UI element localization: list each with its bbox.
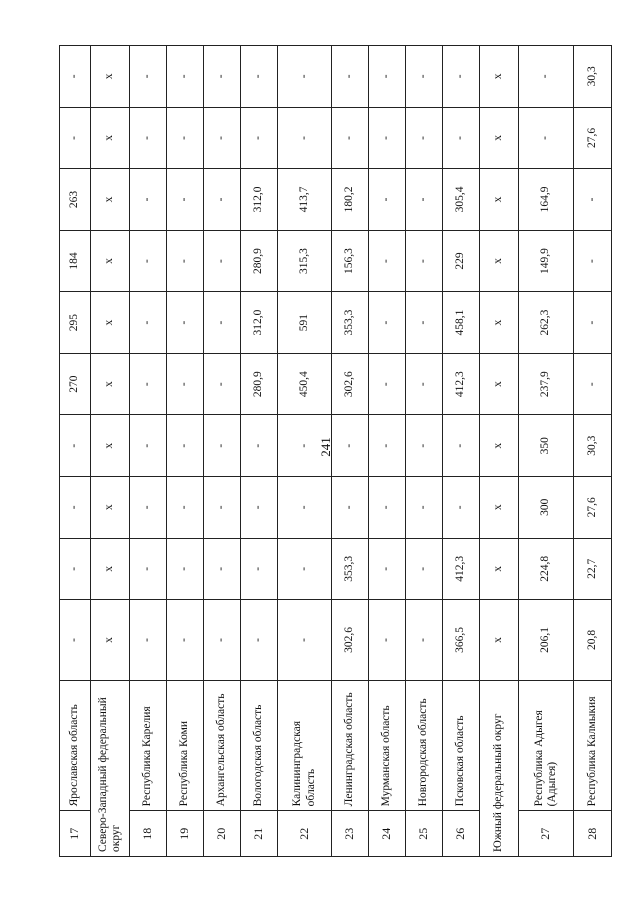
table-cell: -	[241, 107, 278, 169]
rotated-table-wrapper	[59, 45, 608, 857]
table-cell: -	[369, 169, 406, 231]
district-name: Южный федеральный округ	[480, 680, 519, 856]
table-cell: -	[369, 107, 406, 169]
table-cell: -	[369, 538, 406, 600]
table-cell: 184	[60, 230, 91, 292]
table-row	[519, 46, 574, 857]
table-cell: 262,3	[519, 292, 574, 354]
table-cell: -	[130, 353, 167, 415]
table-cell: x	[91, 292, 130, 354]
table-row	[130, 46, 167, 857]
row-number: 25	[406, 811, 443, 857]
table-cell: -	[130, 538, 167, 600]
table-cell: -	[241, 46, 278, 108]
table-cell: -	[167, 600, 204, 681]
table-row	[443, 46, 480, 857]
table-cell: -	[332, 107, 369, 169]
table-cell: 315,3	[278, 230, 332, 292]
table-cell: -	[167, 107, 204, 169]
table-cell: -	[406, 46, 443, 108]
table-cell: -	[130, 415, 167, 477]
table-cell: 229	[443, 230, 480, 292]
table-cell: -	[204, 477, 241, 539]
table-cell: 591	[278, 292, 332, 354]
table-cell: x	[480, 600, 519, 681]
row-number: 19	[167, 811, 204, 857]
table-cell: -	[443, 46, 480, 108]
table-cell: 450,4	[278, 353, 332, 415]
table-cell: -	[130, 230, 167, 292]
district-row	[91, 46, 130, 857]
table-cell: 27,6	[574, 107, 612, 169]
table-cell: 270	[60, 353, 91, 415]
table-cell: x	[91, 230, 130, 292]
data-table	[59, 45, 612, 857]
row-number: 27	[519, 811, 574, 857]
table-cell: x	[480, 477, 519, 539]
table-cell: 180,2	[332, 169, 369, 231]
table-cell: 30,3	[574, 415, 612, 477]
table-cell: 206,1	[519, 600, 574, 681]
table-cell: 353,3	[332, 292, 369, 354]
table-cell: -	[60, 415, 91, 477]
table-cell: -	[443, 477, 480, 539]
region-name: Ярославская область	[60, 680, 91, 811]
table-cell: 164,9	[519, 169, 574, 231]
table-body	[60, 46, 612, 857]
table-cell: -	[406, 292, 443, 354]
table-cell: -	[241, 477, 278, 539]
table-cell: -	[278, 600, 332, 681]
table-cell: -	[369, 477, 406, 539]
table-cell: x	[480, 230, 519, 292]
region-name: Мурманская область	[369, 680, 406, 811]
table-cell: -	[574, 292, 612, 354]
table-cell: 22,7	[574, 538, 612, 600]
region-name: Архангельская область	[204, 680, 241, 811]
table-cell: -	[443, 107, 480, 169]
table-cell: -	[204, 600, 241, 681]
table-cell: x	[91, 477, 130, 539]
table-cell: x	[480, 169, 519, 231]
table-cell: 412,3	[443, 353, 480, 415]
region-name: Калининградская область	[278, 680, 332, 811]
table-cell: 295	[60, 292, 91, 354]
table-cell: 149,9	[519, 230, 574, 292]
table-cell: -	[60, 538, 91, 600]
table-cell: 27,6	[574, 477, 612, 539]
table-cell: -	[130, 292, 167, 354]
table-cell: -	[406, 107, 443, 169]
table-cell: -	[369, 46, 406, 108]
table-cell: -	[204, 169, 241, 231]
region-name: Республика Коми	[167, 680, 204, 811]
table-cell: -	[369, 415, 406, 477]
table-cell: 350	[519, 415, 574, 477]
row-number: 23	[332, 811, 369, 857]
table-cell: -	[519, 46, 574, 108]
table-row	[241, 46, 278, 857]
table-cell: -	[406, 600, 443, 681]
row-number: 26	[443, 811, 480, 857]
table-cell: x	[91, 169, 130, 231]
table-cell: -	[130, 46, 167, 108]
table-cell: x	[480, 415, 519, 477]
table-cell: -	[204, 292, 241, 354]
table-cell: 300	[519, 477, 574, 539]
table-cell: -	[369, 353, 406, 415]
row-number: 21	[241, 811, 278, 857]
table-cell: -	[167, 353, 204, 415]
table-row	[332, 46, 369, 857]
region-name: Республика Калмыкия	[574, 680, 612, 811]
table-cell: -	[167, 169, 204, 231]
table-cell: -	[278, 538, 332, 600]
row-number: 18	[130, 811, 167, 857]
table-cell: -	[60, 600, 91, 681]
table-cell: x	[91, 353, 130, 415]
page-number: 241	[317, 437, 333, 457]
table-cell: -	[204, 107, 241, 169]
table-cell: 302,6	[332, 600, 369, 681]
district-name: Северо-Западный федеральный округ	[91, 680, 130, 856]
table-cell: -	[369, 292, 406, 354]
table-cell: -	[60, 107, 91, 169]
table-row	[406, 46, 443, 857]
table-cell: -	[204, 415, 241, 477]
table-cell: -	[60, 477, 91, 539]
region-name: Вологодская область	[241, 680, 278, 811]
table-row	[369, 46, 406, 857]
table-cell: -	[406, 538, 443, 600]
table-cell: -	[167, 230, 204, 292]
table-cell: x	[91, 600, 130, 681]
table-cell: 366,5	[443, 600, 480, 681]
table-row	[204, 46, 241, 857]
table-cell: -	[369, 600, 406, 681]
table-cell: -	[332, 477, 369, 539]
table-cell: -	[60, 46, 91, 108]
table-cell: x	[480, 538, 519, 600]
table-row	[574, 46, 612, 857]
table-cell: -	[574, 169, 612, 231]
table-cell: 302,6	[332, 353, 369, 415]
table-cell: -	[167, 292, 204, 354]
table-cell: -	[519, 107, 574, 169]
table-cell: -	[332, 415, 369, 477]
table-cell: -	[406, 353, 443, 415]
table-cell: -	[574, 230, 612, 292]
table-cell: x	[480, 292, 519, 354]
table-cell: x	[91, 107, 130, 169]
table-cell: -	[406, 169, 443, 231]
table-cell: -	[278, 107, 332, 169]
table-cell: -	[130, 600, 167, 681]
table-cell: 30,3	[574, 46, 612, 108]
region-name: Республика Карелия	[130, 680, 167, 811]
table-cell: 263	[60, 169, 91, 231]
table-cell: 312,0	[241, 292, 278, 354]
table-cell: -	[406, 230, 443, 292]
table-cell: x	[91, 415, 130, 477]
table-cell: 312,0	[241, 169, 278, 231]
table-cell: -	[204, 230, 241, 292]
table-cell: -	[130, 169, 167, 231]
row-number: 17	[60, 811, 91, 857]
table-cell: -	[369, 230, 406, 292]
region-name: Республика Адыгея (Адыгея)	[519, 680, 574, 811]
table-cell: -	[278, 46, 332, 108]
table-cell: -	[130, 107, 167, 169]
table-row	[167, 46, 204, 857]
table-cell: x	[91, 538, 130, 600]
table-cell: 353,3	[332, 538, 369, 600]
table-cell: -	[278, 415, 332, 477]
table-cell: -	[406, 415, 443, 477]
table-cell: 156,3	[332, 230, 369, 292]
table-cell: x	[91, 46, 130, 108]
table-cell: -	[332, 46, 369, 108]
table-cell: 280,9	[241, 353, 278, 415]
table-cell: -	[241, 415, 278, 477]
row-number: 22	[278, 811, 332, 857]
table-cell: -	[574, 353, 612, 415]
region-name: Псковская область	[443, 680, 480, 811]
table-cell: 413,7	[278, 169, 332, 231]
table-cell: 305,4	[443, 169, 480, 231]
table-cell: -	[204, 353, 241, 415]
district-row	[480, 46, 519, 857]
table-cell: -	[406, 477, 443, 539]
table-cell: -	[130, 477, 167, 539]
row-number: 24	[369, 811, 406, 857]
table-cell: 224,8	[519, 538, 574, 600]
table-cell: -	[167, 477, 204, 539]
table-cell: 412,3	[443, 538, 480, 600]
table-cell: x	[480, 46, 519, 108]
table-cell: 280,9	[241, 230, 278, 292]
table-cell: -	[278, 477, 332, 539]
table-cell: -	[443, 415, 480, 477]
table-cell: -	[241, 600, 278, 681]
region-name: Ленинградская область	[332, 680, 369, 811]
table-cell: x	[480, 353, 519, 415]
table-cell: -	[204, 46, 241, 108]
table-row	[278, 46, 332, 857]
table-cell: 237,9	[519, 353, 574, 415]
table-cell: 20,8	[574, 600, 612, 681]
row-number: 28	[574, 811, 612, 857]
region-name: Новгородская область	[406, 680, 443, 811]
table-cell: x	[480, 107, 519, 169]
table-cell: -	[167, 415, 204, 477]
table-cell: 458,1	[443, 292, 480, 354]
row-number: 20	[204, 811, 241, 857]
table-cell: -	[204, 538, 241, 600]
table-cell: -	[167, 46, 204, 108]
table-row	[60, 46, 91, 857]
table-cell: -	[167, 538, 204, 600]
table-cell: -	[241, 538, 278, 600]
